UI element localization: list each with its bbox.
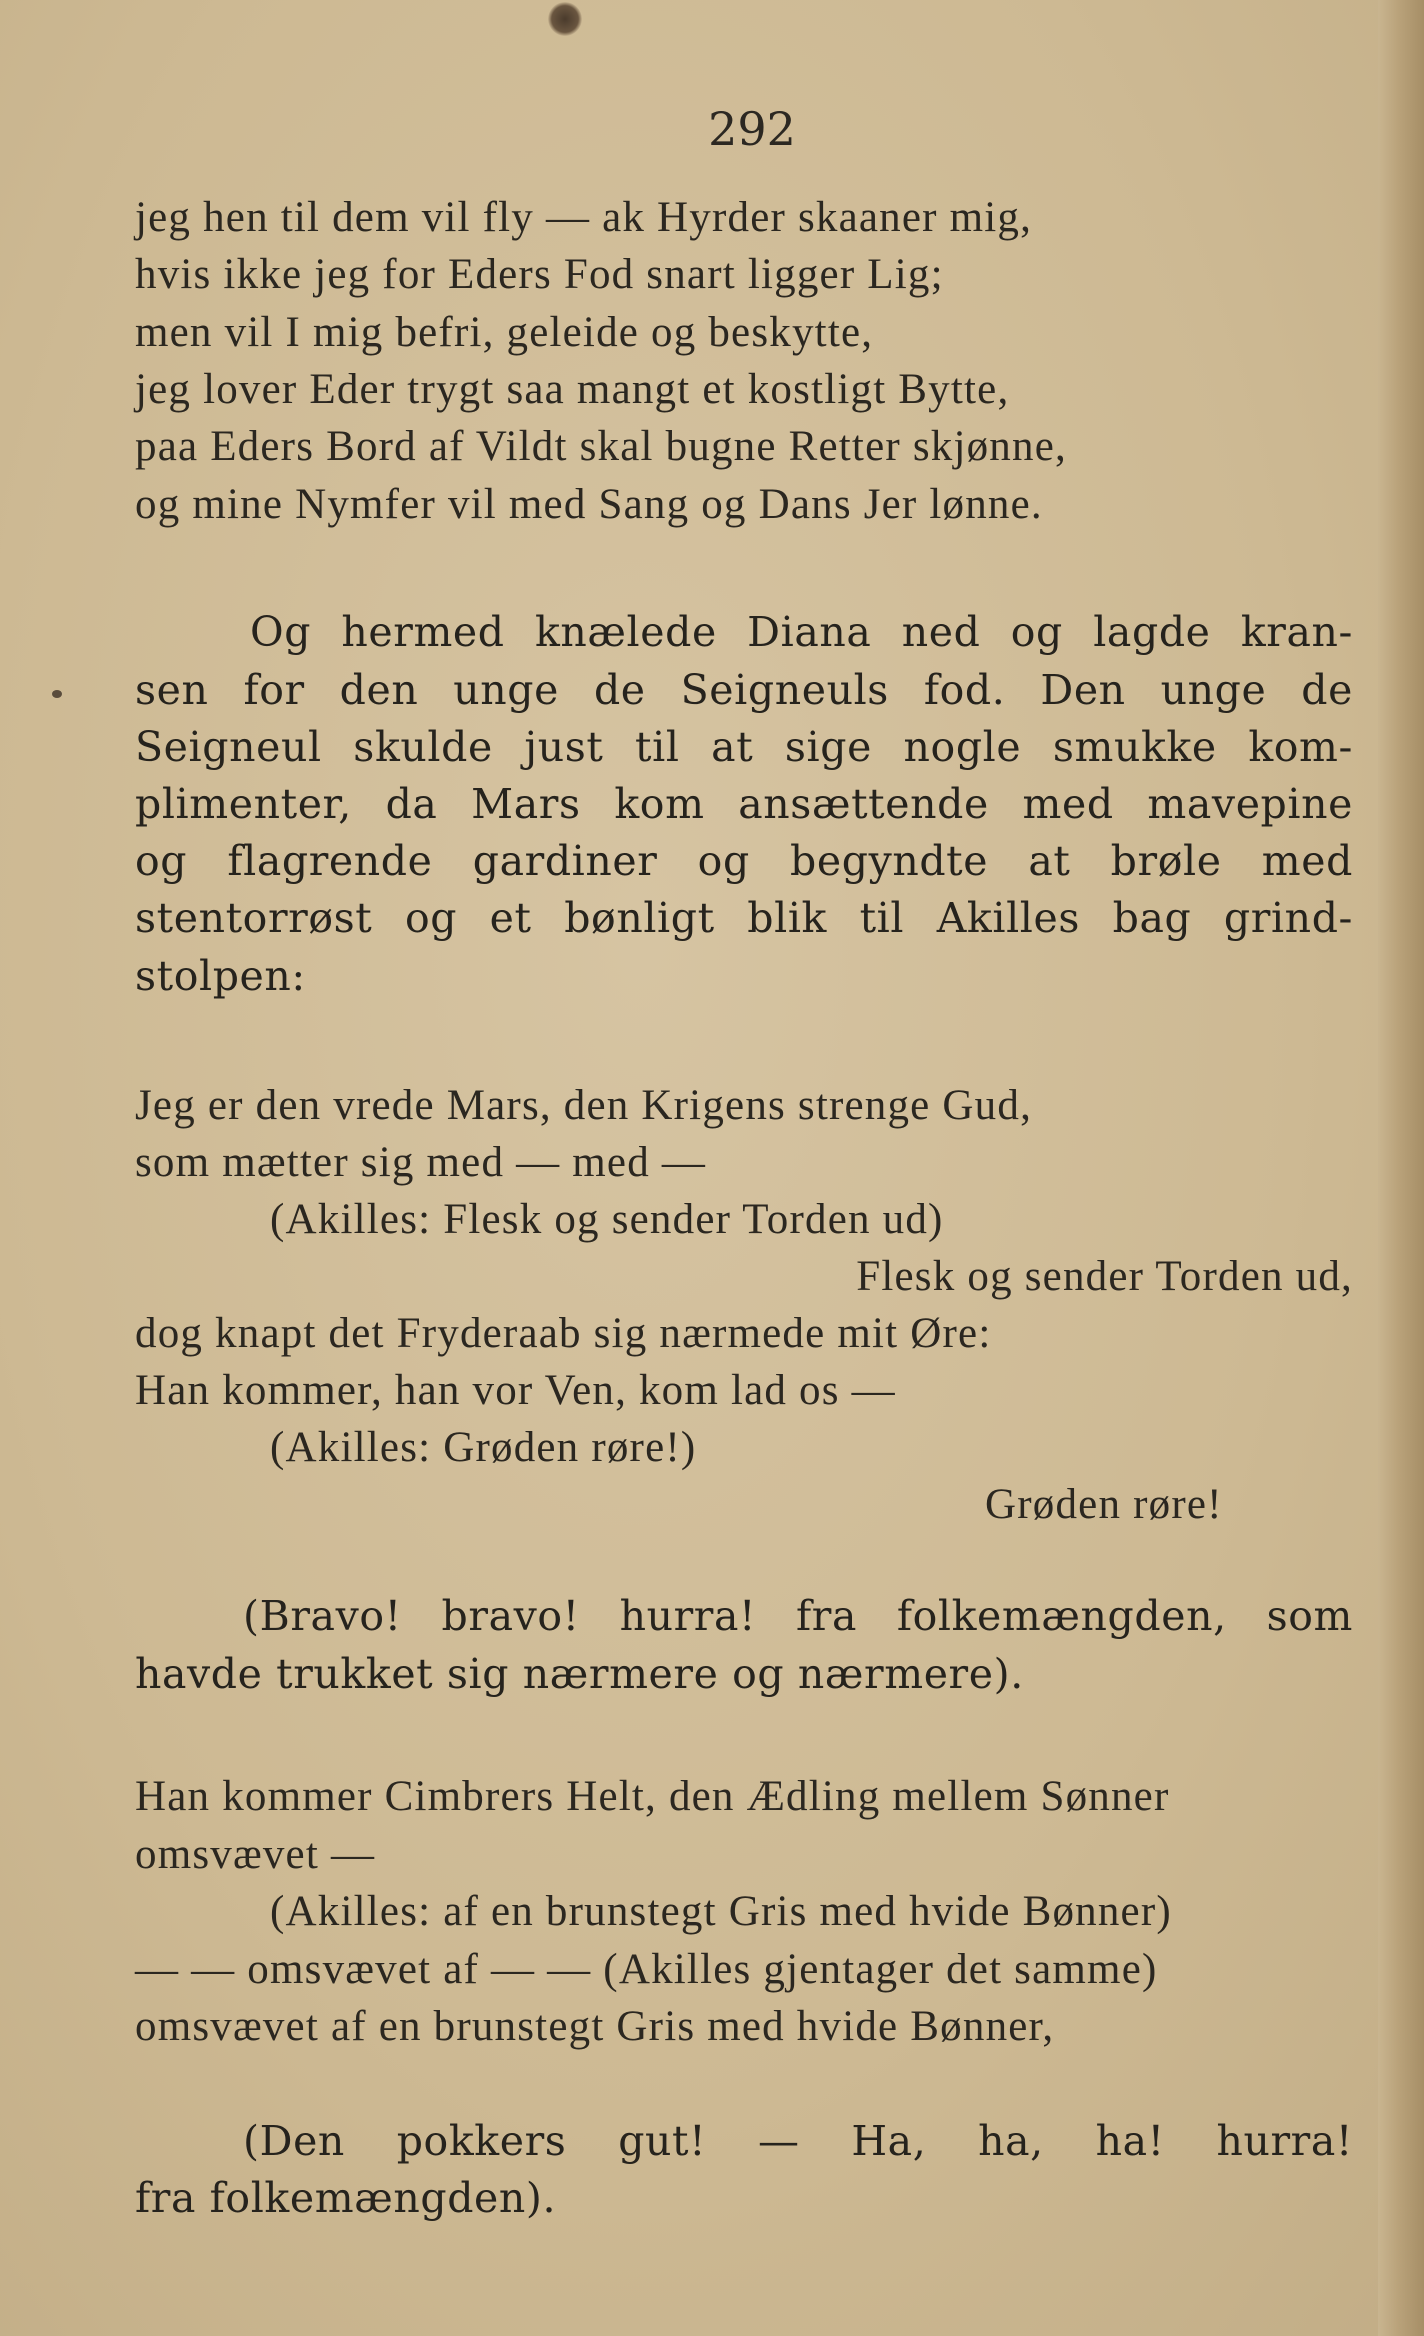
prose-line: fra folkemængden). — [135, 2174, 557, 2222]
verse-line: jeg lover Eder trygt saa mangt et kostligt Bytte, — [135, 366, 1010, 413]
ink-blot — [548, 2, 582, 36]
prose-line: stentorrøst og et bønligt blik til Akilles bag grind- — [135, 894, 1353, 942]
prose-line: (Den pokkers gut! — Ha, ha, ha! hurra! — [243, 2117, 1353, 2165]
prose-line: Og hermed knælede Diana ned og lagde kran- — [250, 608, 1353, 656]
prose-line: plimenter, da Mars kom ansættende med mavepine — [135, 780, 1353, 828]
verse-line: omsvævet — — [135, 1831, 376, 1878]
verse-line: dog knapt det Fryderaab sig nærmede mit Øre: — [135, 1310, 992, 1357]
verse-line: Han kommer Cimbrers Helt, den Ædling mellem Sønner — [135, 1773, 1170, 1820]
prose-line: havde trukket sig nærmere og nærmere). — [135, 1650, 1024, 1698]
verse-line: hvis ikke jeg for Eders Fod snart ligger Lig; — [135, 251, 944, 298]
verse-line: men vil I mig befri, geleide og beskytte, — [135, 309, 874, 356]
prose-line: stolpen: — [135, 952, 306, 1000]
verse-line: paa Eders Bord af Vildt skal bugne Retter skjønne, — [135, 423, 1067, 470]
verse-line: Grøden røre! — [985, 1481, 1223, 1528]
margin-mark — [52, 690, 62, 698]
verse-line: Han kommer, han vor Ven, kom lad os — — [135, 1367, 896, 1414]
verse-line: omsvævet af en brunstegt Gris med hvide Bønner, — [135, 2003, 1055, 2050]
prose-line: (Bravo! bravo! hurra! fra folkemængden, som — [243, 1592, 1353, 1640]
verse-line: og mine Nymfer vil med Sang og Dans Jer lønne. — [135, 481, 1043, 528]
verse-line: jeg hen til dem vil fly — ak Hyrder skaaner mig, — [135, 194, 1033, 241]
prose-line: Seigneul skulde just til at sige nogle smukke kom- — [135, 723, 1353, 771]
verse-line: Flesk og sender Torden ud, — [856, 1253, 1353, 1300]
verse-line: — — omsvævet af — — (Akilles gjentager det samme) — [135, 1946, 1158, 1993]
verse-line: (Akilles: af en brunstegt Gris med hvide Bønner) — [270, 1888, 1172, 1935]
prose-line: sen for den unge de Seigneuls fod. Den unge de — [135, 666, 1353, 714]
page-edge — [1378, 0, 1424, 2336]
verse-line: (Akilles: Grøden røre!) — [270, 1424, 697, 1471]
verse-line: (Akilles: Flesk og sender Torden ud) — [270, 1196, 944, 1243]
prose-line: og flagrende gardiner og begyndte at brøle med — [135, 837, 1353, 885]
verse-line: Jeg er den vrede Mars, den Krigens strenge Gud, — [135, 1082, 1033, 1129]
verse-line: som mætter sig med — med — — [135, 1139, 707, 1186]
page-number: 292 — [708, 102, 796, 156]
